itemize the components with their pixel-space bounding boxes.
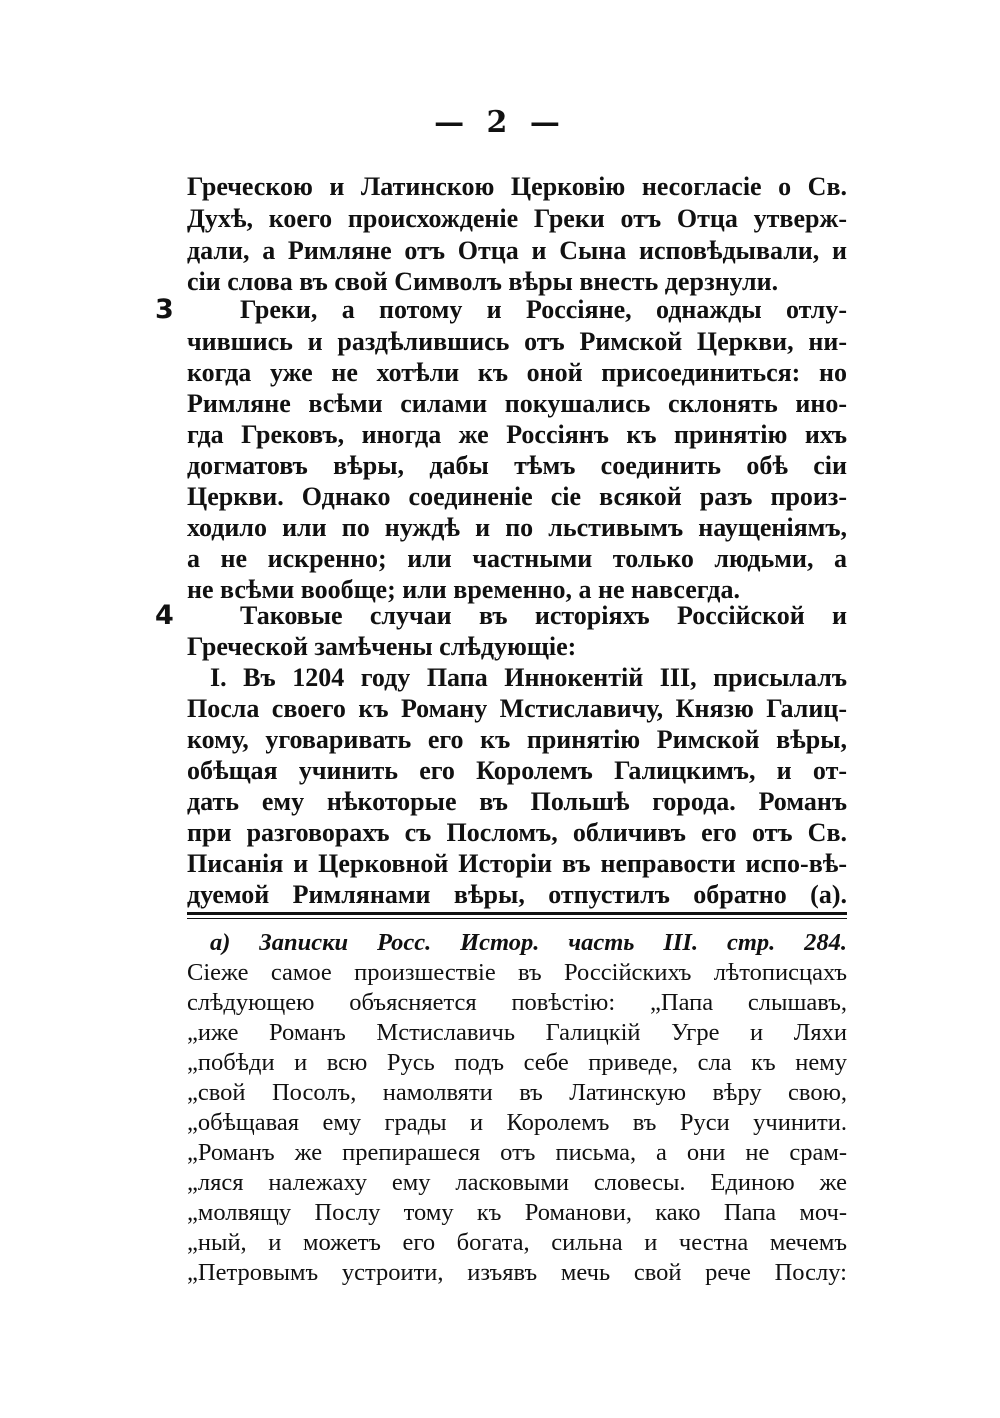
footnote-line: „свой Посолъ, намолвяти въ Латинскую вѣру свою, [187, 1079, 847, 1106]
page-number: — 2 — [434, 105, 566, 140]
text-line: Духѣ, коего происхожденіе Греки отъ Отца утверж- [187, 204, 847, 233]
text-line: дали, а Римляне отъ Отца и Сына исповѣдывали, и [187, 236, 847, 265]
text-line: дать ему нѣкоторые въ Польшѣ города. Романъ [187, 787, 847, 816]
text-line: сіи слова въ свой Символъ вѣры внесть дерзнули. [187, 267, 779, 296]
footnote-line: „молвящу Послу тому къ Романови, како Папа моч- [187, 1199, 847, 1226]
text-line: гда Грековъ, иногда же Россіянъ къ принятію ихъ [187, 420, 847, 449]
text-line: Таковые случаи въ исторіяхъ Россійской и [240, 601, 847, 630]
footnote-line: слѣдующею объясняется повѣстію: „Папа слышавъ, [187, 989, 847, 1016]
footnote-line: „побѣди и всю Русь подъ себе приведе, сла къ нему [187, 1049, 847, 1076]
text-line: при разговорахъ съ Посломъ, обличивъ его отъ Св. [187, 818, 847, 847]
margin-number: 3 [155, 294, 174, 325]
footnote-rule [187, 912, 847, 915]
text-line: Римляне всѣми силами покушались склонять ино- [187, 389, 847, 418]
text-line: Греки, а потому и Россіяне, однажды отлу- [240, 295, 847, 324]
text-line: Церкви. Однако соединеніе сіе всякой разъ произ- [187, 482, 847, 511]
text-line: обѣщая учинить его Королемъ Галицкимъ, и от- [187, 756, 847, 785]
margin-number: 4 [155, 600, 174, 631]
text-line: а не искренно; или частными только людьми, а [187, 544, 847, 573]
text-line: не всѣми вообще; или временно, а не навсегда. [187, 575, 740, 604]
text-line: чившись и раздѣлившись отъ Римской Церкви, ни- [187, 327, 847, 356]
text-line: кому, уговаривать его къ принятію Римской вѣры, [187, 725, 847, 754]
footnote-line: „иже Романъ Мстиславичь Галицкій Угре и Ляхи [187, 1019, 847, 1046]
footnote-reference: а) Записки Росс. Истор. часть III. стр. 284. [210, 929, 847, 956]
footnote-rule-thin [187, 918, 847, 919]
text-line: Писанія и Церковной Исторіи въ неправости испо-вѣ- [187, 849, 847, 878]
text-line: I. Въ 1204 году Папа Иннокентій III, присылалъ [210, 663, 847, 692]
footnote-line: Сіеже самое произшествіе въ Россійскихъ лѣтописцахъ [187, 959, 847, 986]
text-line: дуемой Римлянами вѣры, отпустилъ обратно (а). [187, 880, 847, 909]
text-line: ходило или по нуждѣ и по льстивымъ наущеніямъ, [187, 513, 847, 542]
footnote-line: „Романъ же препирашеся отъ письма, а они не срам- [187, 1139, 847, 1166]
footnote-line: „Петровымъ устроити, изъявъ мечь свой рече Послу: [187, 1259, 847, 1286]
footnote-line: „обѣщавая ему грады и Королемъ въ Руси учинити. [187, 1109, 847, 1136]
footnote-line: „ляся належаху ему ласковыми словесы. Единою же [187, 1169, 847, 1196]
text-line: Посла своего къ Роману Мстиславичу, Князю Галиц- [187, 694, 847, 723]
footnote-line: „ный, и можетъ его богата, сильна и честна мечемъ [187, 1229, 847, 1256]
text-line: догматовъ вѣры, дабы тѣмъ соединить обѣ сіи [187, 451, 847, 480]
text-line: Греческой замѣчены слѣдующіе: [187, 632, 577, 661]
text-line: когда уже не хотѣли къ оной присоединиться: но [187, 358, 847, 387]
text-line: Греческою и Латинскою Церковію несогласіе о Св. [187, 172, 847, 201]
